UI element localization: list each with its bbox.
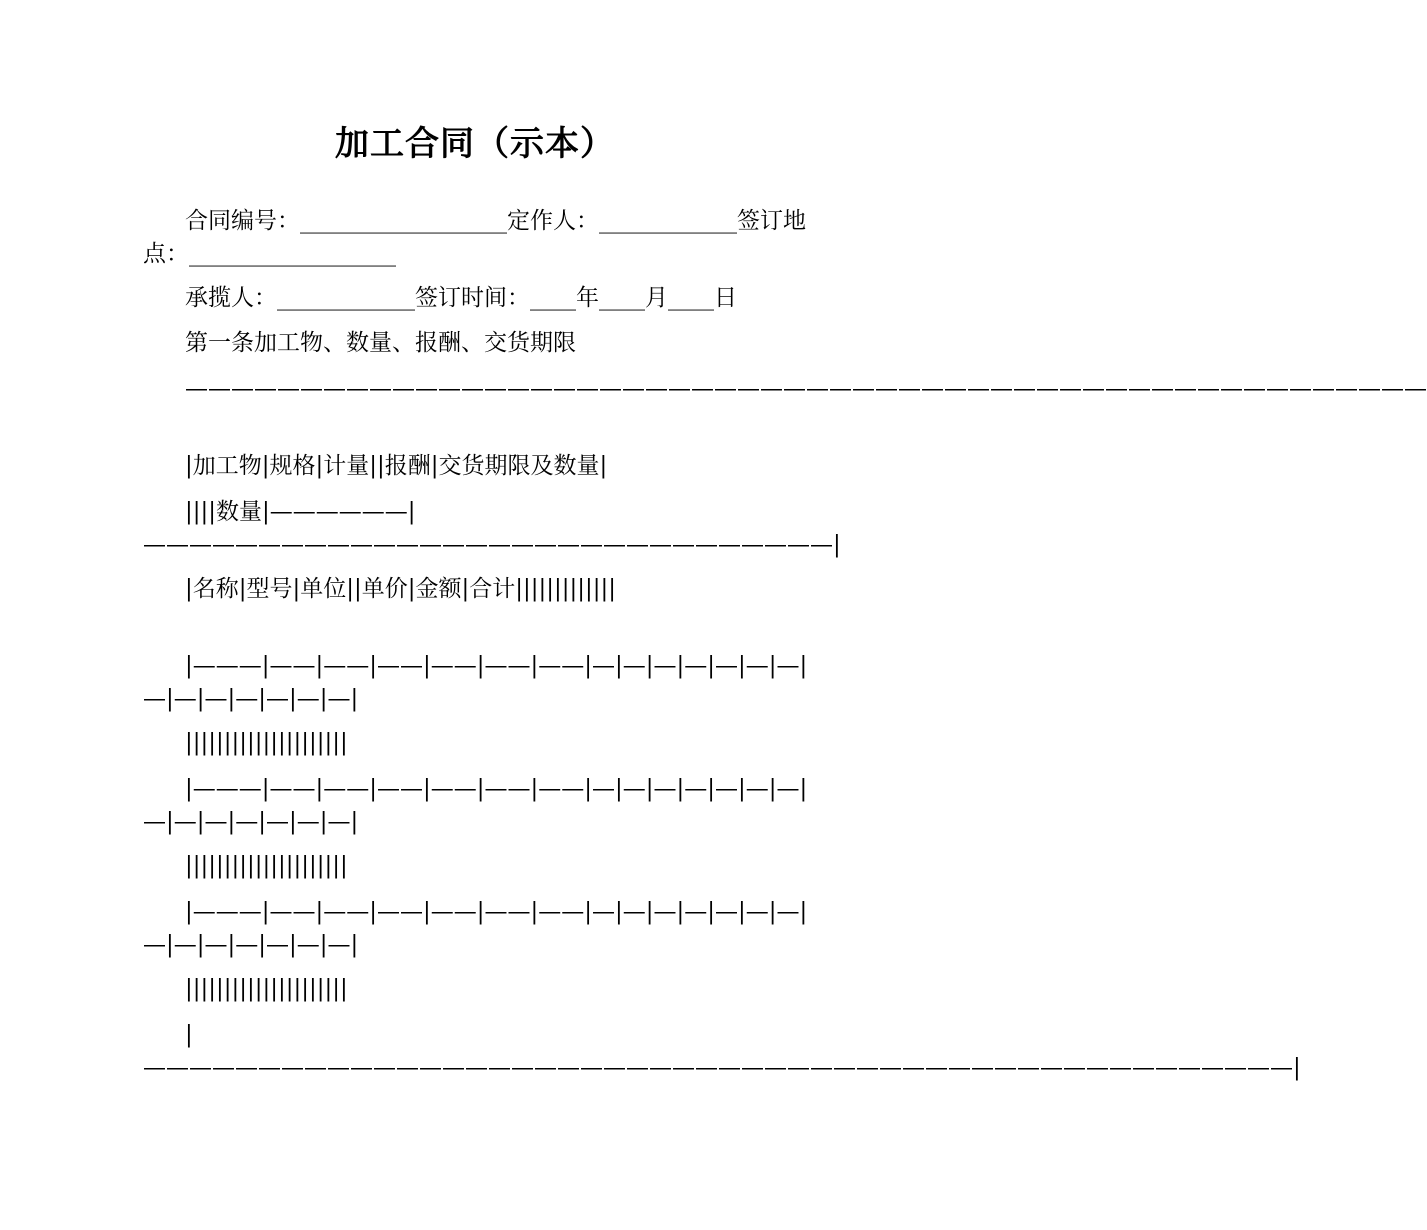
- table-header-row-1: |加工物|规格|计量||报酬|交货期限及数量|: [185, 453, 608, 479]
- table-separator-row: |———|——|——|——|——|——|——|—|—|—|—|—|—|—|—|—|—|—|—|—|—|: [143, 899, 808, 958]
- header-line-contract-no: 合同编号：__________________定作人：____________签订地点：__________________: [143, 208, 806, 267]
- table-bottom-rule: |——————————————————————————————————————————————————|: [143, 1022, 1301, 1081]
- table-header-row-2: ||||数量|——————|——————————————————————————————|: [143, 499, 841, 558]
- header-line-contractor: 承揽人：____________签订时间：____年____月____日: [185, 285, 737, 311]
- table-separator-row: |———|——|——|——|——|——|——|—|—|—|—|—|—|—|—|—|—|—|—|—|—|: [143, 653, 808, 712]
- table-header-row-3: |名称|型号|单位||单价|金额|合计|||||||||||||: [185, 576, 616, 602]
- table-empty-row: |||||||||||||||||||||: [185, 853, 348, 879]
- table-separator-row: |———|——|——|——|——|——|——|—|—|—|—|—|—|—|—|—|—|—|—|—|—|: [143, 776, 808, 835]
- table-empty-row: |||||||||||||||||||||: [185, 976, 348, 1002]
- article-1-heading: 第一条加工物、数量、报酬、交货期限: [185, 330, 576, 356]
- document-title: 加工合同（示本）: [335, 124, 615, 164]
- table-empty-row: |||||||||||||||||||||: [185, 730, 348, 756]
- table-line-top-rule: ——————————————————————————————————————————————————————: [185, 376, 1427, 402]
